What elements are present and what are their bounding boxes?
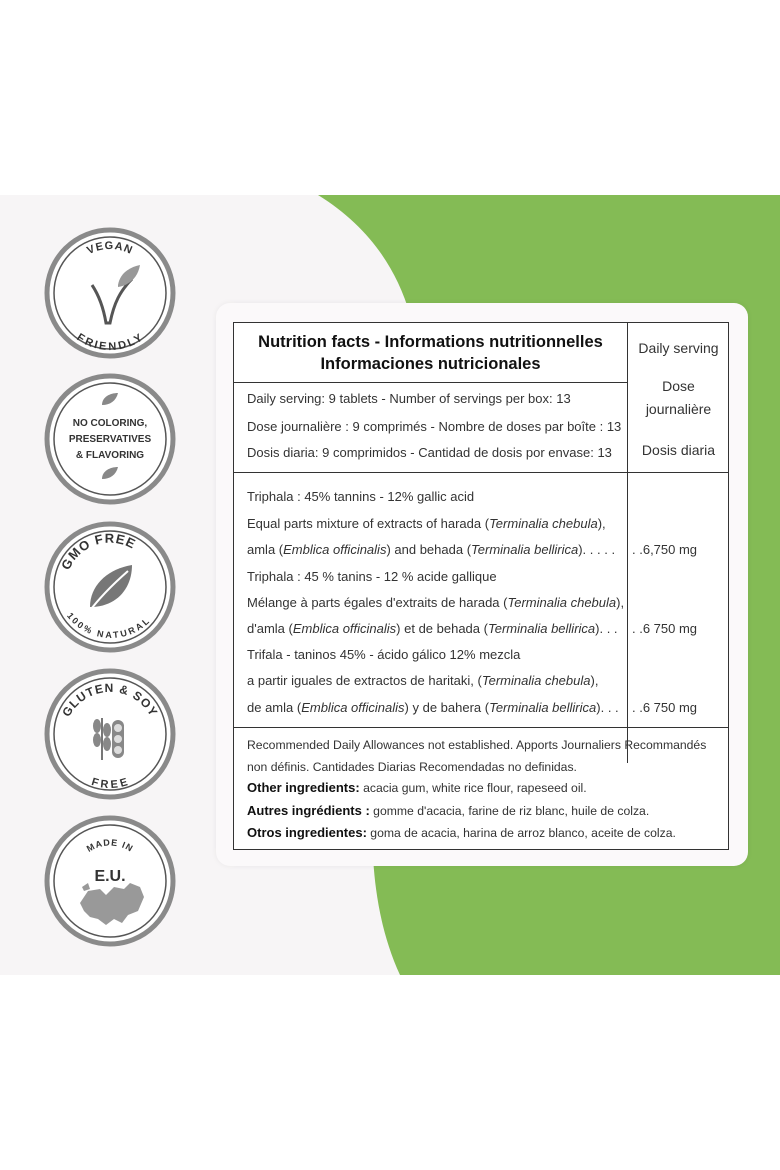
- badge-top-text: GLUTEN & SOY: [59, 680, 161, 720]
- daily-serving-header-es: Dosis diaria: [641, 442, 716, 458]
- made-in-eu-badge: [44, 815, 176, 947]
- vegan-friendly-badge: [44, 227, 176, 359]
- daily-serving-header-fr-2: journalière: [645, 401, 712, 417]
- composition-en-2: Equal parts mixture of extracts of harada (Terminalia chebula),: [247, 516, 606, 531]
- badge-line-2: PRESERVATIVES: [68, 434, 152, 445]
- badge-line-1: NO COLORING,: [72, 418, 148, 429]
- amount-es: . .6 750 mg: [632, 700, 698, 715]
- serving-info-fr: Dose journalière : 9 comprimés - Nombre de doses par boîte : 13: [247, 419, 622, 434]
- nutrition-facts-table: [233, 322, 729, 850]
- serving-divider: [234, 472, 728, 473]
- amount-en: . .6,750 mg: [632, 542, 698, 557]
- composition-fr-1: Triphala : 45 % tanins - 12 % acide gallique: [247, 569, 497, 584]
- other-ingredients: Other ingredients: acacia gum, white rice flour, rapeseed oil.: [247, 780, 587, 795]
- rda-note-2: non définis. Cantidades Diarias Recomendadas no definidas.: [247, 760, 577, 774]
- composition-divider: [234, 727, 728, 728]
- title-divider: [234, 382, 627, 383]
- badge-bottom-text: FREE: [89, 776, 130, 792]
- composition-fr-3: d'amla (Emblica officinalis) et de behada (Terminalia bellirica). . .: [247, 621, 618, 636]
- title-line-1: Nutrition facts - Informations nutritionnelles: [258, 333, 603, 351]
- composition-es-1: Trifala - taninos 45% - ácido gálico 12% mezcla: [247, 647, 521, 662]
- badge-bottom-text: FRIENDLY: [74, 331, 146, 354]
- badge-top-text: GMO FREE: [57, 530, 139, 573]
- composition-es-3: de amla (Emblica officinalis) y de bahera (Terminalia bellirica). . .: [247, 700, 619, 715]
- autres-ingredients: Autres ingrédients : gomme d'acacia, farine de riz blanc, huile de colza.: [247, 803, 650, 818]
- badge-top-text: VEGAN: [85, 239, 135, 258]
- daily-serving-header-en: Daily serving: [638, 340, 719, 356]
- panel-title: [234, 331, 627, 375]
- otros-ingredientes: Otros ingredientes: goma de acacia, harina de arroz blanco, aceite de colza.: [247, 825, 676, 840]
- badge-center-text: E.U.: [94, 868, 126, 885]
- composition-fr-2: Mélange à parts égales d'extraits de harada (Terminalia chebula),: [247, 595, 625, 610]
- title-line-2: Informaciones nutricionales: [320, 355, 541, 373]
- gluten-soy-free-badge: [44, 668, 176, 800]
- composition-en-1: Triphala : 45% tannins - 12% gallic acid: [247, 489, 475, 504]
- serving-info-en: Daily serving: 9 tablets - Number of servings per box: 13: [247, 391, 571, 406]
- badge-bottom-text: 100% NATURAL: [65, 610, 152, 641]
- gmo-free-badge: [44, 521, 176, 653]
- badge-line-3: & FLAVORING: [75, 450, 145, 461]
- daily-serving-header-fr-1: Dose: [662, 378, 695, 394]
- badge-top-text: MADE IN: [84, 837, 136, 854]
- composition-es-2: a partir iguales de extractos de haritaki, (Terminalia chebula),: [247, 673, 599, 688]
- amount-fr: . .6 750 mg: [632, 621, 698, 636]
- no-coloring-badge: [44, 373, 176, 505]
- serving-info-es: Dosis diaria: 9 comprimidos - Cantidad de dosis por envase: 13: [247, 445, 612, 460]
- composition-en-3: amla (Emblica officinalis) and behada (Terminalia bellirica). . . . .: [247, 542, 616, 557]
- rda-note-1: Recommended Daily Allowances not established. Apports Journaliers Recommandés: [247, 738, 707, 752]
